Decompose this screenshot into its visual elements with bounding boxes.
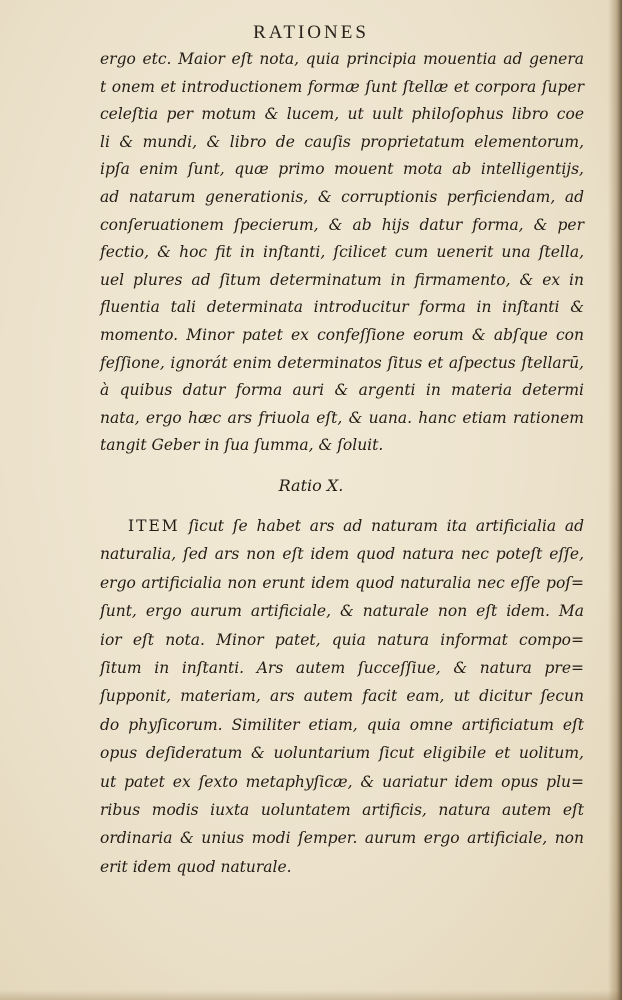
text-line: li & mundi, & libro de cauſis proprietatum elementorum,	[100, 132, 584, 151]
text-line: fectio, & hoc fit in inſtanti, ſcilicet cum uenerit una ſtella,	[100, 243, 584, 262]
page-edge-shadow	[608, 0, 622, 1000]
text-line-rest: ſicut ſe habet ars ad naturam ita artificialia ad	[188, 517, 584, 535]
text-line: uel plures ad ſitum determinatum in firmamento, & ex in	[100, 270, 584, 289]
text-line: ergo artificialia non erunt idem quod naturalia nec eſſe poſ=	[100, 573, 584, 592]
text-line: ut patet ex ſexto metaphyſicæ, & uariatur idem opus plu=	[100, 772, 584, 791]
text-line: ſupponit, materiam, ars autem facit eam, ut dicitur ſecun	[100, 687, 584, 706]
text-line: momento. Minor patet ex confeſſione eorum & abſque con	[100, 325, 584, 344]
text-line: à quibus datur forma auri & argenti in materia determi	[100, 381, 584, 400]
paragraph-2	[100, 512, 584, 881]
text-line	[100, 512, 584, 540]
text-line: ſitum in inſtanti. Ars autem ſucceſſiue, & natura pre=	[100, 658, 584, 677]
initial-word: ITEM	[128, 517, 180, 535]
text-line: celeſtia per motum & lucem, ut uult philoſophus libro coe	[100, 105, 584, 124]
text-line: ordinaria & unius modi ſemper. aurum ergo artificiale, non	[100, 829, 584, 848]
text-line: opus deſideratum & uoluntarium ſicut eligibile et uolitum,	[100, 744, 584, 763]
text-line: ergo etc. Maior eſt nota, quia principia mouentia ad genera	[100, 50, 584, 68]
text-line: conſeruationem ſpecierum, & ab hijs datur forma, & per	[100, 215, 584, 234]
text-line: erit idem quod naturale.	[100, 857, 292, 876]
text-line: fluentia tali determinata introducitur forma in inſtanti &	[100, 298, 584, 317]
text-line: tangit Geber in ſua ſumma, & ſoluit.	[100, 436, 384, 455]
page-bottom-edge	[0, 990, 622, 1000]
text-line: ad natarum generationis, & corruptionis perficiendam, ad	[100, 187, 584, 206]
text-line: ipſa enim ſunt, quæ primo mouent mota ab intelligentijs,	[100, 160, 584, 179]
text-line: nata, ergo hæc ars friuola eſt, & uana. hanc etiam rationem	[100, 408, 584, 427]
text-line: t onem et introductionem formæ ſunt ſtellæ et corpora ſuper	[100, 77, 584, 96]
text-line: feſſione, ignorát enim determinatos ſitus et aſpectus ſtellarū,	[100, 353, 584, 372]
text-line: naturalia, ſed ars non eſt idem quod natura nec poteſt eſſe,	[100, 545, 584, 564]
text-line: ſunt, ergo aurum artificiale, & naturale non eſt idem. Ma	[100, 602, 584, 621]
text-line: ior eſt nota. Minor patet, quia natura informat compo=	[100, 630, 584, 649]
text-line: do phyſicorum. Similiter etiam, quia omne artificiatum eſt	[100, 715, 584, 734]
text-line: ribus modis iuxta uoluntatem artificis, natura autem eſt	[100, 800, 584, 819]
running-head: RATIONES	[253, 22, 369, 43]
section-heading: Ratio X.	[278, 476, 344, 495]
paragraph-1	[100, 46, 584, 460]
